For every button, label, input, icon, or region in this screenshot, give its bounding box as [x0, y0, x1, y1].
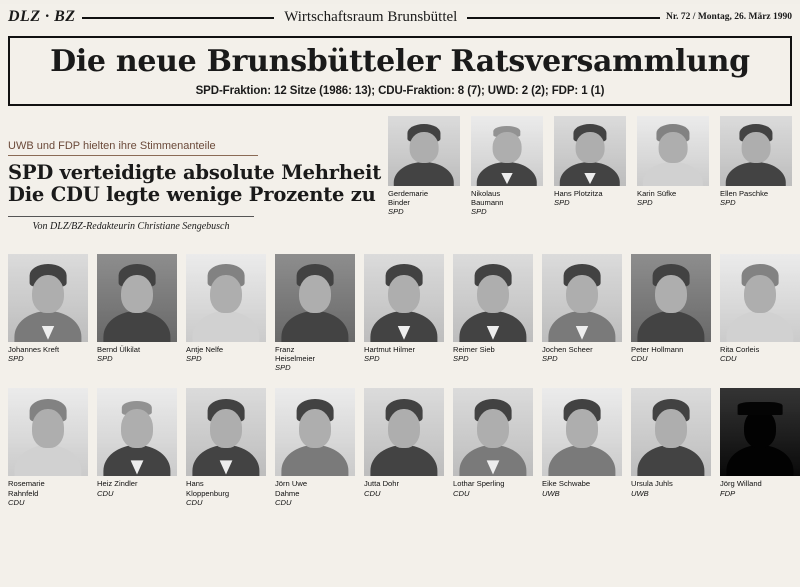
portrait-party: CDU	[275, 497, 292, 507]
portrait-cell	[97, 388, 177, 507]
portrait-caption	[631, 479, 711, 498]
portrait-cell	[97, 254, 177, 373]
portrait-name-line2: Rahnfeld	[8, 488, 39, 498]
portrait-name: Jutta Dohr	[364, 479, 400, 489]
portrait-name: Rosemarie	[8, 479, 45, 489]
portrait-cell	[388, 116, 460, 217]
portrait-photo	[8, 388, 88, 476]
portrait-caption	[542, 345, 622, 364]
portrait-cell	[637, 116, 709, 217]
portrait-photo	[453, 254, 533, 342]
masthead-issue-date: Nr. 72 / Montag, 26. März 1990	[665, 12, 793, 22]
portrait-caption	[720, 479, 800, 498]
headline-subtitle: SPD-Fraktion: 12 Sitze (1986: 13); CDU-Fraktion: 8 (7); UWD: 2 (2); FDP: 1 (1)	[195, 84, 605, 97]
portrait-caption	[388, 189, 460, 217]
portrait-photo	[542, 254, 622, 342]
portrait-party: SPD	[388, 207, 404, 216]
portrait-caption	[97, 479, 177, 498]
portrait-party: CDU	[631, 353, 648, 363]
portrait-cell	[453, 388, 533, 507]
portrait-photo	[637, 116, 709, 186]
portrait-name: Jochen Scheer	[542, 344, 593, 354]
portrait-photo	[631, 388, 711, 476]
portrait-caption	[720, 189, 792, 208]
portrait-caption	[275, 345, 355, 373]
portrait-party: CDU	[720, 353, 737, 363]
masthead-rule-right	[467, 17, 660, 19]
portrait-cell	[186, 388, 266, 507]
portrait-name: Karin Süfke	[637, 188, 677, 198]
portrait-cell	[471, 116, 543, 217]
portrait-party: SPD	[637, 197, 653, 207]
portrait-caption	[471, 189, 543, 217]
portrait-name: Hans Plotzitza	[554, 188, 603, 198]
portrait-photo	[364, 254, 444, 342]
portrait-caption	[186, 479, 266, 507]
portrait-name: Franz	[275, 344, 295, 354]
byline: Von DLZ/BZ-Redakteurin Christiane Sengebusch	[8, 216, 254, 232]
portrait-name-line2: Kloppenburg	[186, 488, 230, 498]
page-title: Die neue Brunsbütteler Ratsversammlung	[50, 44, 750, 79]
portrait-caption	[542, 479, 622, 498]
portrait-name: Gerdemarie	[388, 188, 429, 198]
portrait-caption	[364, 479, 444, 498]
portrait-caption	[364, 345, 444, 364]
masthead	[8, 4, 792, 30]
portrait-cell	[542, 388, 622, 507]
portrait-photo	[554, 116, 626, 186]
portrait-cell	[364, 388, 444, 507]
portrait-name: Bernd Ülkilat	[97, 344, 141, 354]
portrait-cell	[275, 388, 355, 507]
portrait-photo	[364, 388, 444, 476]
portrait-name: Hartmut Hilmer	[364, 344, 416, 354]
deck-line-1: SPD verteidigte absolute Mehrheit	[8, 160, 382, 184]
portrait-photo	[97, 254, 177, 342]
portrait-photo	[720, 116, 792, 186]
portrait-party: SPD	[720, 197, 736, 207]
portrait-photo	[275, 388, 355, 476]
portrait-name: Heiz Zindler	[97, 479, 138, 489]
portrait-name: Ellen Paschke	[720, 188, 769, 198]
portrait-party: CDU	[97, 488, 114, 498]
portrait-cell	[542, 254, 622, 373]
portrait-party: SPD	[453, 353, 469, 363]
masthead-section-title: Wirtschaftsraum Brunsbüttel	[284, 8, 458, 25]
portrait-photo	[542, 388, 622, 476]
portrait-photo	[186, 254, 266, 342]
portrait-cell	[186, 254, 266, 373]
portrait-cell	[8, 388, 88, 507]
portrait-party: UWB	[631, 488, 649, 498]
portrait-name: Eike Schwabe	[542, 479, 591, 489]
portrait-photo	[453, 388, 533, 476]
portrait-caption	[554, 189, 626, 208]
portrait-name-line2: Binder	[388, 197, 410, 207]
portrait-name: Jörg Willand	[720, 479, 762, 489]
portrait-party: SPD	[542, 353, 558, 363]
portrait-name: Peter Hollmann	[631, 344, 684, 354]
portrait-party: SPD	[554, 197, 570, 207]
deck-line-2: Die CDU legte wenige Prozente zu	[8, 183, 376, 207]
portrait-party: SPD	[186, 353, 202, 363]
portrait-caption	[720, 345, 800, 364]
lede-text	[8, 140, 386, 232]
portrait-photo	[720, 254, 800, 342]
portrait-party: CDU	[453, 488, 470, 498]
portrait-caption	[637, 189, 709, 208]
portrait-caption	[631, 345, 711, 364]
portrait-cell	[275, 254, 355, 373]
portrait-cell	[631, 254, 711, 373]
portrait-cell	[720, 254, 800, 373]
portrait-photo	[388, 116, 460, 186]
portrait-photo	[471, 116, 543, 186]
portrait-name: Antje Nelfe	[186, 344, 224, 354]
portrait-row-bottom	[8, 388, 792, 507]
newspaper-page	[0, 4, 800, 587]
portrait-name-line2: Dahme	[275, 488, 300, 498]
portrait-row-top	[388, 116, 792, 217]
portrait-caption	[275, 479, 355, 507]
masthead-logo: DLZ · BZ	[8, 8, 76, 25]
portrait-name-line2: Heiselmeier	[275, 353, 316, 363]
portrait-name: Hans	[186, 479, 204, 489]
portrait-cell	[554, 116, 626, 217]
portrait-photo	[186, 388, 266, 476]
portrait-caption	[453, 479, 533, 498]
masthead-rule-left	[82, 17, 275, 19]
portrait-party: FDP	[720, 488, 736, 498]
portrait-party: SPD	[471, 207, 487, 216]
portrait-cell	[720, 388, 800, 507]
portrait-party: CDU	[186, 497, 203, 507]
portrait-party: SPD	[364, 353, 380, 363]
portrait-party: CDU	[8, 497, 25, 507]
portrait-name-line2: Baumann	[471, 197, 504, 207]
headline-box	[8, 36, 792, 106]
upper-block	[8, 116, 792, 246]
portrait-name: Rita Corleis	[720, 344, 760, 354]
portrait-party: SPD	[8, 353, 24, 363]
portrait-cell	[720, 116, 792, 217]
portrait-photo	[97, 388, 177, 476]
portrait-name: Lothar Sperling	[453, 479, 505, 489]
portrait-name: Jörn Uwe	[275, 479, 308, 489]
portrait-party: SPD	[275, 363, 291, 372]
portrait-caption	[8, 479, 88, 507]
portrait-name: Ursula Juhls	[631, 479, 673, 489]
portrait-row-middle	[8, 254, 792, 373]
portrait-photo	[275, 254, 355, 342]
portrait-cell	[631, 388, 711, 507]
portrait-party: SPD	[97, 353, 113, 363]
portrait-caption	[186, 345, 266, 364]
portrait-photo	[631, 254, 711, 342]
portrait-cell	[8, 254, 88, 373]
portrait-caption	[453, 345, 533, 364]
portrait-party: UWB	[542, 488, 560, 498]
portrait-cell	[453, 254, 533, 373]
portrait-name: Nikolaus	[471, 188, 501, 198]
portrait-name: Reimer Sieb	[453, 344, 495, 354]
portrait-name: Johannes Kreft	[8, 344, 60, 354]
portrait-party: CDU	[364, 488, 381, 498]
portrait-cell	[364, 254, 444, 373]
portrait-caption	[97, 345, 177, 364]
kicker: UWB und FDP hielten ihre Stimmenanteile	[8, 140, 258, 156]
portrait-caption	[8, 345, 88, 364]
portrait-photo	[720, 388, 800, 476]
portrait-photo	[8, 254, 88, 342]
